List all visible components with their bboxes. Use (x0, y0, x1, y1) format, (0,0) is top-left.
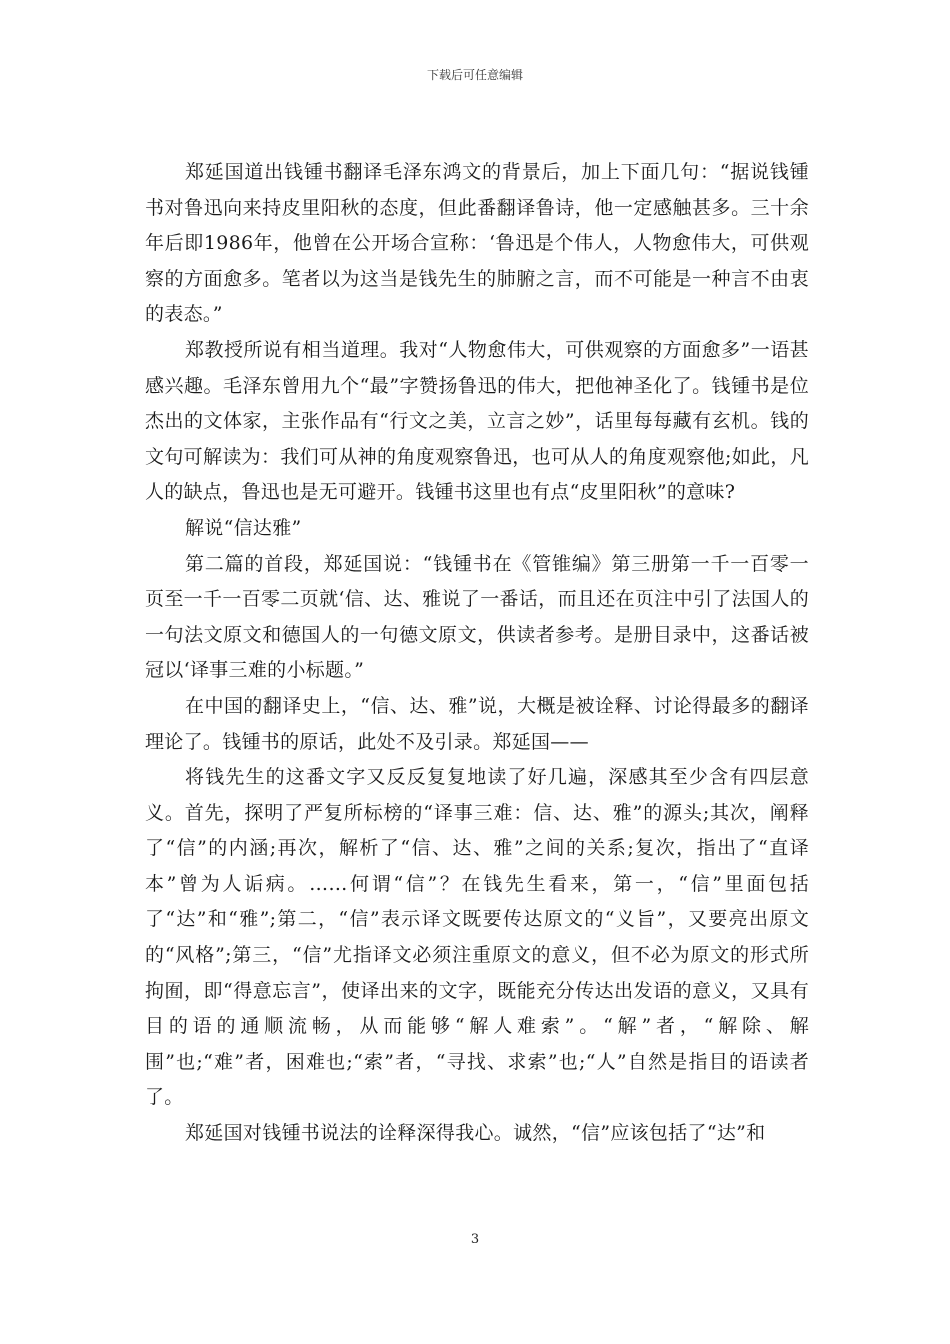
paragraph: 第二篇的首段，郑延国说：“钱锺书在《管锥编》第三册第一千一百零一页至一千一百零二页就‘信、达、雅说了一番话，而且还在页注中引了法国人的一句法文原文和德国人的一句德文原文，供读者参考。是册目录中，这番话被冠以‘译事三难的小标题。” (145, 552, 809, 682)
page-header: 下载后可任意编辑 (426, 68, 523, 82)
paragraph: 将钱先生的这番文字又反反复复地读了好几遍，深感其至少含有四层意义。首先，探明了严复所标榜的“译事三难：信、达、雅”的源头;其次，阐释了“信”的内涵;再次，解析了“信、达、雅”之间的关系;复次，指出了“直译本”曾为人诟病。……何谓“信”？在钱先生看来，第一，“信”里面包括了“达”和“雅”;第二，“信”表示译文既要传达原文的“义旨”，又要亮出原文的“风格”;第三，“信”尤指译文必须注重原文的意义，但不必为原文的形式所拘囿，即“得意忘言”，使译出来的文字，既能充分传达出发语的意义，又具有目的语的通顺流畅，从而能够“解人难索”。“解”者，“解除、解围”也;“难”者，困难也;“索”者，“寻找、求索”也;“人”自然是指目的语读者了。 (145, 766, 809, 1109)
page-number: 3 (470, 1232, 480, 1247)
paragraph: 郑延国对钱锺书说法的诠释深得我心。诚然，“信”应该包括了“达”和 (185, 1122, 766, 1145)
paragraph: 在中国的翻译史上，“信、达、雅”说，大概是被诠释、讨论得最多的翻译理论了。钱锺书的原话，此处不及引录。郑延国—— (145, 694, 809, 753)
section-heading: 解说“信达雅” (185, 516, 302, 539)
paragraph: 郑延国道出钱锺书翻译毛泽东鸿文的背景后，加上下面几句：“据说钱锺书对鲁迅向来持皮里阳秋的态度，但此番翻译鲁诗，他一定感触甚多。三十余年后即1986年，他曾在公开场合宣称：‘鲁迅是个伟人，人物愈伟大，可供观察的方面愈多。笔者以为这当是钱先生的肺腑之言，而不可能是一种言不由衷的表态。” (145, 161, 809, 326)
paragraph: 郑教授所说有相当道理。我对“人物愈伟大，可供观察的方面愈多”一语甚感兴趣。毛泽东曾用九个“最”字赞扬鲁迅的伟大，把他神圣化了。钱锺书是位杰出的文体家，主张作品有“行文之美，立言之妙”，话里每每藏有玄机。钱的文句可解读为：我们可从神的角度观察鲁迅，也可从人的角度观察他;如此，凡人的缺点，鲁迅也是无可避开。钱锺书这里也有点“皮里阳秋”的意味? (145, 338, 809, 504)
document-body (145, 155, 809, 1152)
